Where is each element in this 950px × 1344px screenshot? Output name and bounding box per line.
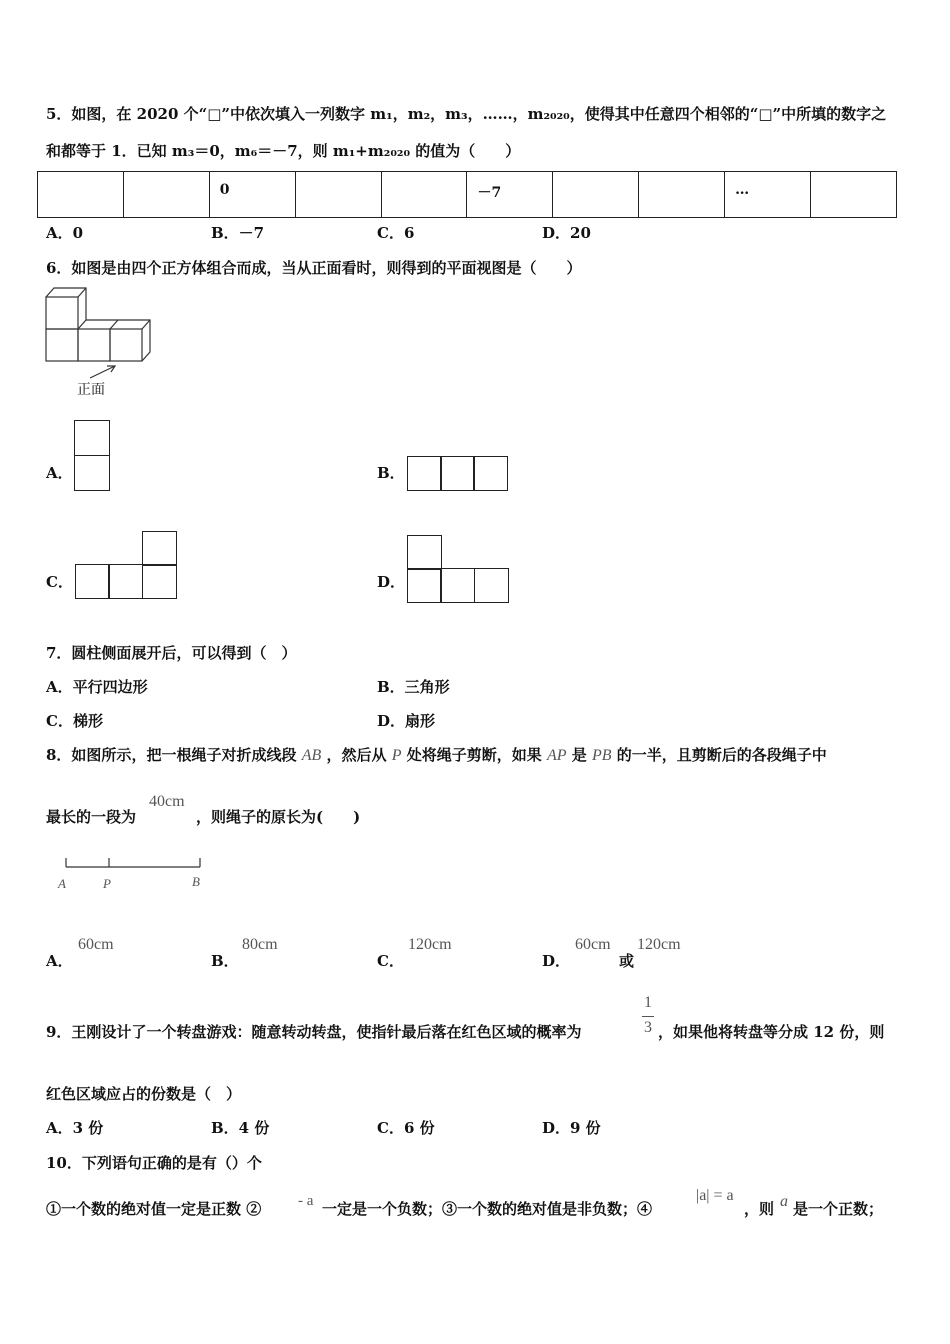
front-label: 正面 bbox=[77, 382, 105, 398]
q8-option-c-value: 120cm bbox=[408, 936, 452, 953]
q8-option-b: B． bbox=[211, 952, 239, 970]
table-cell: 0 bbox=[209, 172, 295, 218]
q5-option-a: A．0 bbox=[46, 224, 84, 242]
q7-option-a: A．平行四边形 bbox=[46, 678, 148, 696]
square bbox=[74, 420, 110, 456]
fraction-numerator: 1 bbox=[644, 994, 652, 1011]
q8-stem-line1 bbox=[46, 744, 827, 765]
table-cell bbox=[381, 172, 467, 218]
table-cell bbox=[295, 172, 381, 218]
square bbox=[108, 564, 143, 599]
q9-option-b: B．4 份 bbox=[211, 1119, 270, 1137]
q9-stem-line1: 9．王刚设计了一个转盘游戏：随意转动转盘，使指针最后落在红色区域的概率为 bbox=[46, 1023, 582, 1041]
q8-option-d-value1: 60cm bbox=[575, 936, 611, 953]
q7-option-c: C．梯形 bbox=[46, 712, 103, 730]
square bbox=[407, 535, 442, 570]
q7-option-d: D．扇形 bbox=[377, 712, 436, 730]
q6-option-a: A． bbox=[46, 464, 73, 482]
q8-length-value: 40cm bbox=[149, 793, 185, 810]
q8-option-d: D． bbox=[542, 952, 571, 970]
point-label-b: B bbox=[192, 874, 200, 889]
q9-option-d: D．9 份 bbox=[542, 1119, 601, 1137]
q8-text: 是 bbox=[571, 746, 587, 764]
math-abs-expr: |a| = a bbox=[696, 1187, 734, 1204]
point-label-p: P bbox=[103, 876, 111, 891]
q5-stem-line1: 5．如图，在 2020 个“□”中依次填入一列数字 m₁，m₂，m₃，……，m₂₀₂₀，使得其中任意四个相邻的“□”中所填的数字之 bbox=[46, 105, 887, 123]
q5-option-d: D．20 bbox=[542, 224, 591, 242]
table-cell bbox=[553, 172, 639, 218]
fraction-denominator: 3 bbox=[644, 1019, 652, 1036]
square bbox=[75, 564, 110, 599]
table-cell bbox=[811, 172, 897, 218]
q6-option-d: D． bbox=[377, 573, 406, 591]
q9-option-a: A．3 份 bbox=[46, 1119, 104, 1137]
q10-stem: 10．下列语句正确的是有（）个 bbox=[46, 1154, 262, 1172]
math-ap: AP bbox=[546, 747, 567, 764]
q8-segment-figure bbox=[60, 855, 210, 869]
math-a: a bbox=[780, 1193, 788, 1210]
square bbox=[74, 455, 110, 491]
q8-text: ，然后从 bbox=[326, 746, 387, 764]
q6-option-c: C． bbox=[46, 573, 73, 591]
q8-option-a-value: 60cm bbox=[78, 936, 114, 953]
square bbox=[142, 564, 177, 599]
q8-option-b-value: 80cm bbox=[242, 936, 278, 953]
q9-option-c: C．6 份 bbox=[377, 1119, 435, 1137]
table-cell: … bbox=[725, 172, 811, 218]
fraction-bar bbox=[642, 1016, 654, 1017]
q8-text: 的一半，且剪断后的各段绳子中 bbox=[616, 746, 827, 764]
q9-stem-line1-end: ，如果他将转盘等分成 12 份，则 bbox=[658, 1023, 885, 1041]
q10-statement-1: ①一个数的绝对值一定是正数 ② bbox=[46, 1200, 262, 1218]
square bbox=[440, 456, 475, 491]
q10-statement-4: 是一个正数； bbox=[793, 1200, 884, 1218]
q10-statement-3: ，则 bbox=[744, 1200, 775, 1218]
q8-option-d-or: 或 bbox=[619, 952, 635, 970]
square bbox=[407, 456, 442, 491]
q10-statement-2: 一定是一个负数；③一个数的绝对值是非负数；④ bbox=[322, 1200, 653, 1218]
q5-option-b: B．－7 bbox=[211, 224, 265, 242]
square bbox=[473, 456, 508, 491]
q5-stem-line2: 和都等于 1．已知 m₃＝0，m₆＝－7，则 m₁+m₂₀₂₀ 的值为（ ） bbox=[46, 142, 521, 160]
square bbox=[440, 568, 475, 603]
table-cell bbox=[38, 172, 124, 218]
square bbox=[407, 568, 442, 603]
math-p: P bbox=[391, 747, 402, 764]
q8-option-c: C． bbox=[377, 952, 404, 970]
q9-stem-line2: 红色区域应占的份数是（ ） bbox=[46, 1085, 242, 1103]
q7-option-b: B．三角形 bbox=[377, 678, 450, 696]
q8-stem-line2-end: ，则绳子的原长为( ) bbox=[196, 808, 361, 826]
math-pb: PB bbox=[592, 747, 612, 764]
square bbox=[474, 568, 509, 603]
q8-option-a: A． bbox=[46, 952, 73, 970]
table-cell bbox=[639, 172, 725, 218]
square bbox=[142, 531, 177, 566]
q6-stem: 6．如图是由四个正方体组合而成，当从正面看时，则得到的平面视图是（ ） bbox=[46, 259, 582, 277]
table-cell: －7 bbox=[467, 172, 553, 218]
q7-stem: 7．圆柱侧面展开后，可以得到（ ） bbox=[46, 644, 297, 662]
math-ab: AB bbox=[301, 747, 322, 764]
q8-stem-line2: 最长的一段为 bbox=[46, 808, 137, 826]
math-neg-a: - a bbox=[298, 1193, 314, 1209]
point-label-a: A bbox=[58, 876, 66, 891]
table-cell bbox=[123, 172, 209, 218]
q8-text: 8．如图所示，把一根绳子对折成线段 bbox=[46, 746, 297, 764]
q5-option-c: C．6 bbox=[377, 224, 415, 242]
q8-text: 处将绳子剪断，如果 bbox=[406, 746, 542, 764]
q5-number-table bbox=[37, 171, 897, 218]
q8-option-d-value2: 120cm bbox=[637, 936, 681, 953]
q6-option-b: B． bbox=[377, 464, 405, 482]
